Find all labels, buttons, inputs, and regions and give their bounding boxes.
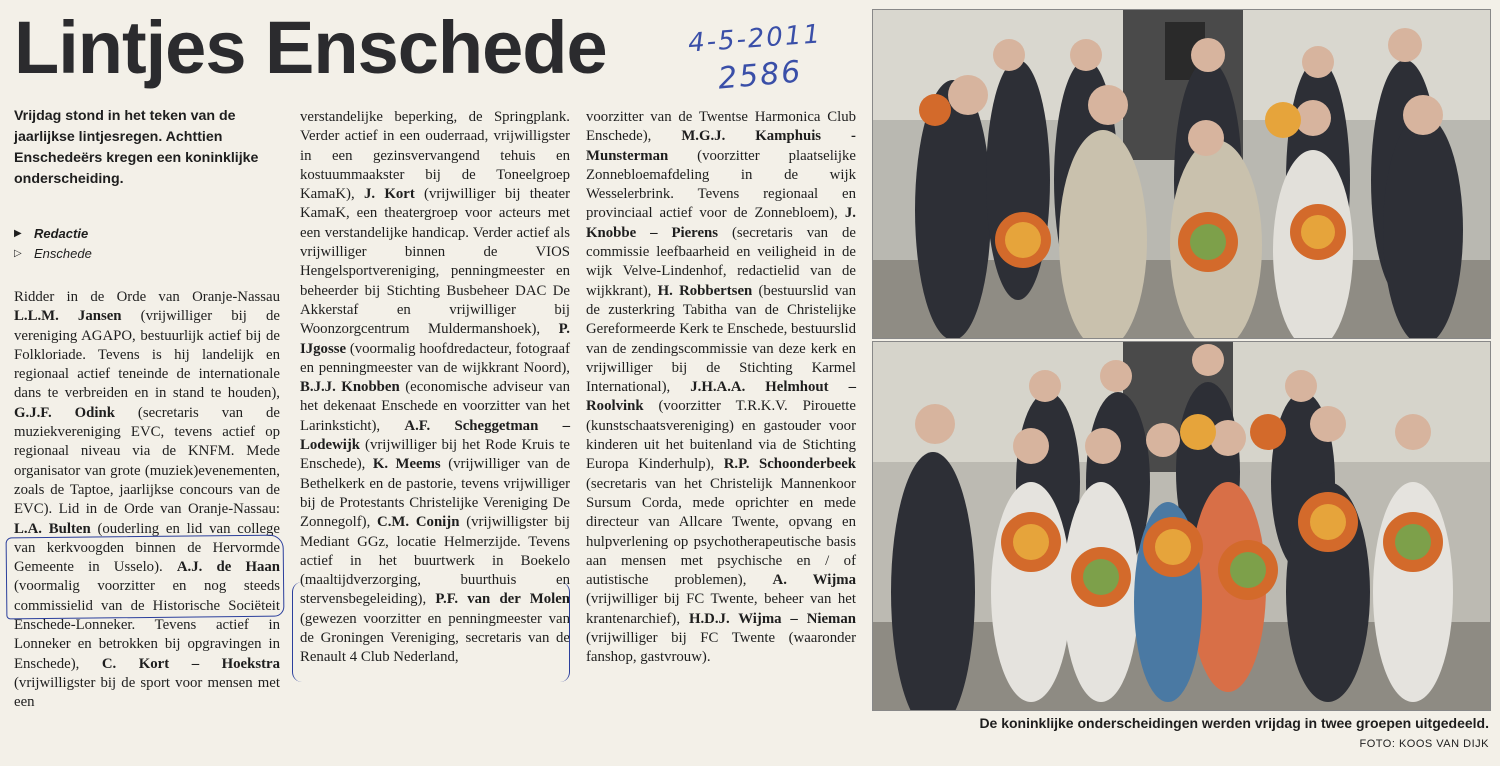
body-text: verstandelijke beperking, de Springplank. Verder actief in een ouderraad, vrijwilligster in een gezinsvervangend tehuis en kostuummaakster bij de Toneelgroep KamaK), [300, 109, 570, 203]
headline: Lintjes Enschede [14, 6, 607, 89]
honoree-name: C. Kort – Hoekstra [101, 655, 280, 672]
honoree-name: H. Robbertsen [657, 282, 753, 299]
honoree-name: A.J. de Haan [176, 559, 280, 576]
body-column-2 [300, 108, 570, 668]
body-text: (voorzitter plaatselijke Zonnebloemafdeling in de wijk Wesselerbrink. Tevens regionaal en provinciaal actief voor de Zonnebloem), [586, 147, 856, 222]
column-text [14, 288, 280, 713]
body-text: (vrijwilliger van de Bethelkerk en de pastorie, tevens vrijwilliger bij de Protestants Christelijke Vereniging De Zonnegolf), [300, 456, 570, 531]
body-text: (secretaris van de muziekvereniging EVC, tevens actief op regionaal niveau via de KNFM. Mede organisator van grote (muziek)evenementen, zoals de Taptoe, jaarlijkse concours van de EVC). Lid in de Orde van Oranje-Nassau: [14, 404, 280, 518]
body-text: (vrijwilligster bij Mediant GGz, locatie Helmerzijde. Tevens actief in het buurtwerk in Boekelo (maaltijdverzorging, buurthuis en stervensbegeleiding), [300, 514, 570, 608]
outline-triangle-icon: ▷ [14, 248, 22, 259]
body-text: (economische adviseur van het dekenaat Enschede en voorzitter van het Larinksticht), [300, 379, 570, 434]
photo-caption: De koninklijke onderscheidingen werden vrijdag in twee groepen uitgedeeld. [979, 715, 1489, 731]
honoree-name: J. Knobbe – Pierens [586, 205, 856, 241]
body-column-3 [586, 108, 856, 668]
honoree-name: B.J.J. Knobben [300, 379, 400, 396]
handwritten-number: 2586 [716, 54, 804, 97]
honoree-name: J. Kort [363, 186, 415, 203]
body-text: (ouderling en lid van college van kerkvoogden binnen de Hervormde Gemeente in Usselo). [14, 520, 280, 576]
honoree-name: C.M. Conijn [377, 514, 460, 531]
body-text: Ridder in de Orde van Oranje-Nassau [14, 289, 280, 305]
column-text [586, 108, 856, 668]
honoree-name: A. Wijma [772, 572, 856, 589]
byline [14, 224, 264, 264]
honoree-name: J.H.A.A. Helmhout – Roolvink [586, 379, 856, 415]
lead-paragraph: Vrijdag stond in het teken van de jaarlijkse lintjesregen. Achttien Enschedeërs kregen een koninklijke onderscheiding. [14, 108, 259, 187]
honoree-name: H.D.J. Wijma – Nieman [688, 610, 857, 627]
body-column-1 [14, 288, 280, 713]
body-text: (voormalig voorzitter en nog steeds commissielid van de Historische Sociëteit Enschede-Lonneker. Tevens actief in Lonneker en betrokken bij opgravingen in Enschede), [14, 578, 280, 672]
photo-credit: FOTO: KOOS VAN DIJK [1359, 738, 1489, 750]
body-text: (secretaris van het Christelijk Mannenkoor Sursum Corda, mede oprichter en mede directeur van Allcare Twente, opvang en hulpverlening op psychotherapeutische basis aan mensen met psychische en / of autistische problemen), [586, 475, 856, 589]
honoree-name: A.F. Scheggetman – Lodewijk [300, 417, 570, 454]
body-text: (gewezen voorzitter en penningmeester van de Groningen Vereniging, secretaris van de Renault 4 Club Nederland, [300, 610, 570, 666]
body-text: (vrijwilliger bij het Rode Kruis te Enschede), [300, 437, 570, 473]
honoree-name: L.A. Bulten [14, 520, 91, 537]
honoree-name: G.J.F. Odink [14, 404, 115, 421]
honoree-name: R.P. Schoonderbeek [723, 456, 856, 473]
group-photo-2 [872, 341, 1491, 711]
body-text: (bestuurslid van de zusterkring Tabitha van de Christelijke Gereformeerde Kerk te Enschede, bestuurslid van de zendingscommissie van deze kerk en vrijwilliger bij de Stichting Karmel International), [586, 282, 856, 396]
column-text [300, 108, 570, 668]
body-text: (vrijwilliger bij theater KamaK, een theatergroep voor acteurs met een verstandelijke handicap. Verder actief als vrijwilliger binnen de VIOS Hengelsportvereniging, penningmeester en beheerder bij Stichting Busbeheer DAC De Akkerstaf en vrijwilliger bij Woonzorgcentrum Muldermanshoek), [300, 186, 571, 338]
honoree-name: P. IJgosse [300, 321, 570, 357]
body-text: voorzitter van de Twentse Harmonica Club Enschede), [586, 109, 856, 145]
body-text: (vrijwilligster bij de sport voor mensen met een [14, 674, 280, 711]
body-text: (voorzitter T.R.K.V. Pirouette (kunstschaatsvereniging) en gastouder voor kinderen uit het buitenland via de Stichting Europa Kinderhulp), [586, 398, 856, 473]
honoree-name: M.G.J. Kamphuis - Munsterman [586, 128, 856, 164]
body-text: (voormalig hoofdredacteur, fotograaf en penningmeester van de wijkkrant Noord), [300, 340, 570, 376]
honoree-name: P.F. van der Molen [435, 591, 570, 608]
filled-triangle-icon: ▶ [14, 228, 22, 239]
group-photo-1 [872, 9, 1491, 339]
group-photo-2-image [873, 342, 1490, 710]
body-text: (secretaris van de commissie leefbaarheid en veiligheid in de wijk Velve-Lindenhof, redactielid van de wijkkrant), [586, 224, 856, 299]
body-text: (vrijwilliger bij FC Twente, beheer van het krantenarchief), [586, 591, 856, 627]
body-text: (vrijwilliger bij de vereniging AGAPO, bestuurlijk actief bij de Folkloriade. Tevens is hij landelijk en regionaal actief teneinde de internationale dans te verbreiden en in stand te houden), [14, 308, 280, 402]
honoree-name: L.L.M. Jansen [14, 308, 122, 325]
group-photo-1-image [873, 10, 1490, 338]
handwritten-date: 4-5-2011 [687, 19, 823, 59]
honoree-name: K. Meems [372, 456, 441, 473]
byline-location: Enschede [34, 246, 92, 261]
byline-author: Redactie [34, 226, 89, 241]
body-text: (vrijwilliger bij FC Twente (waaronder fanshop, gastvrouw). [586, 630, 856, 666]
